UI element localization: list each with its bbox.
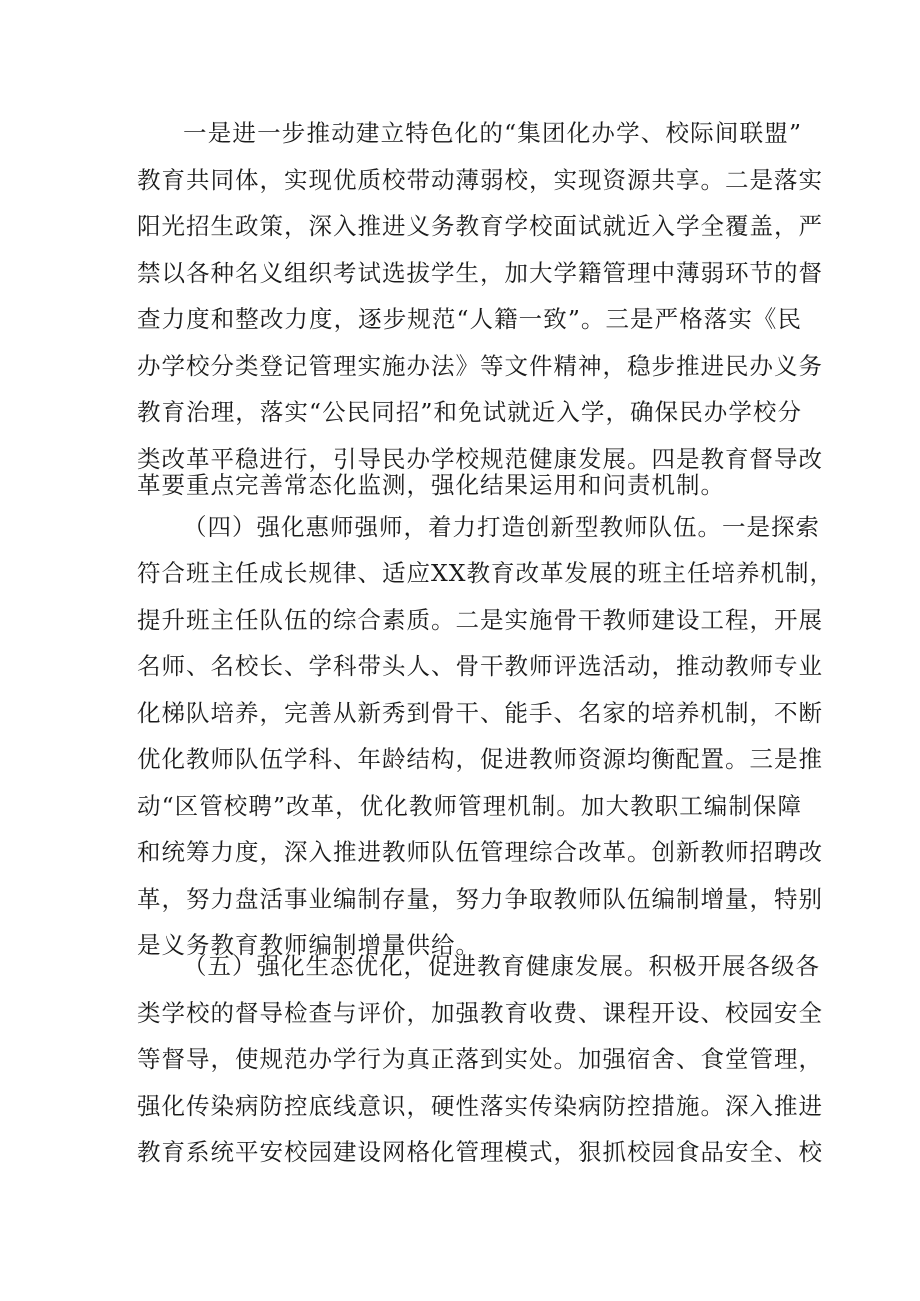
paragraph-2-line-3: 提升班主任队伍的综合素质。二是实施骨干教师建设工程，开展 xyxy=(137,606,823,634)
paragraph-3-line-3: 等督导，使规范办学行为真正落到实处。加强宿舍、食堂管理， xyxy=(137,1045,823,1073)
paragraph-2-line-10: 是义务教育教师编制增量供给。 xyxy=(137,931,480,959)
paragraph-2-line-8: 和统筹力度，深入推进教师队伍管理综合改革。创新教师招聘改 xyxy=(137,838,823,866)
paragraph-2-line-5: 化梯队培养，完善从新秀到骨干、能手、名家的培养机制，不断 xyxy=(137,699,823,727)
paragraph-1-line-4: 禁以各种名义组织考试选拔学生，加大学籍管理中薄弱环节的督 xyxy=(137,259,823,287)
paragraph-1-line-6: 办学校分类登记管理实施办法》等文件精神，稳步推进民办义务 xyxy=(137,352,823,380)
paragraph-3-line-5: 教育系统平安校园建设网格化管理模式，狠抓校园食品安全、校 xyxy=(137,1138,823,1166)
paragraph-1-line-9: 革要重点完善常态化监测，强化结果运用和问责机制。 xyxy=(137,471,725,499)
paragraph-2-line-7: 动“区管校聘”改革，优化教师管理机制。加大教职工编制保障 xyxy=(137,792,802,820)
paragraph-1-line-7: 教育治理，落实“公民同招”和免试就近入学，确保民办学校分 xyxy=(137,398,802,426)
paragraph-2-line-2: 符合班主任成长规律、适应XX教育改革发展的班主任培养机制， xyxy=(137,559,834,587)
paragraph-2-line-6: 优化教师队伍学科、年龄结构，促进教师资源均衡配置。三是推 xyxy=(137,745,823,773)
paragraph-2-line-4: 名师、名校长、学科带头人、骨干教师评选活动，推动教师专业 xyxy=(137,652,823,680)
paragraph-3-line-1: （五）强化生态优化，促进教育健康发展。积极开展各级各 xyxy=(183,952,820,980)
paragraph-1-line-8: 类改革平稳进行，引导民办学校规范健康发展。四是教育督导改 xyxy=(137,445,823,473)
paragraph-3-line-4: 强化传染病防控底线意识，硬性落实传染病防控措施。深入推进 xyxy=(137,1092,823,1120)
paragraph-1-line-1: 一是进一步推动建立特色化的“集团化办学、校际间联盟” xyxy=(183,119,802,147)
paragraph-2-line-9: 革，努力盘活事业编制存量，努力争取教师队伍编制增量，特别 xyxy=(137,885,823,913)
paragraph-1-line-3: 阳光招生政策，深入推进义务教育学校面试就近入学全覆盖，严 xyxy=(137,212,823,240)
paragraph-2-line-1: （四）强化惠师强师，着力打造创新型教师队伍。一是探索 xyxy=(183,513,820,541)
paragraph-1-line-5: 查力度和整改力度，逐步规范“人籍一致”。三是严格落实《民 xyxy=(137,305,802,333)
paragraph-1-line-2: 教育共同体，实现优质校带动薄弱校，实现资源共享。二是落实 xyxy=(137,166,823,194)
paragraph-3-line-2: 类学校的督导检查与评价，加强教育收费、课程开设、校园安全 xyxy=(137,999,823,1027)
